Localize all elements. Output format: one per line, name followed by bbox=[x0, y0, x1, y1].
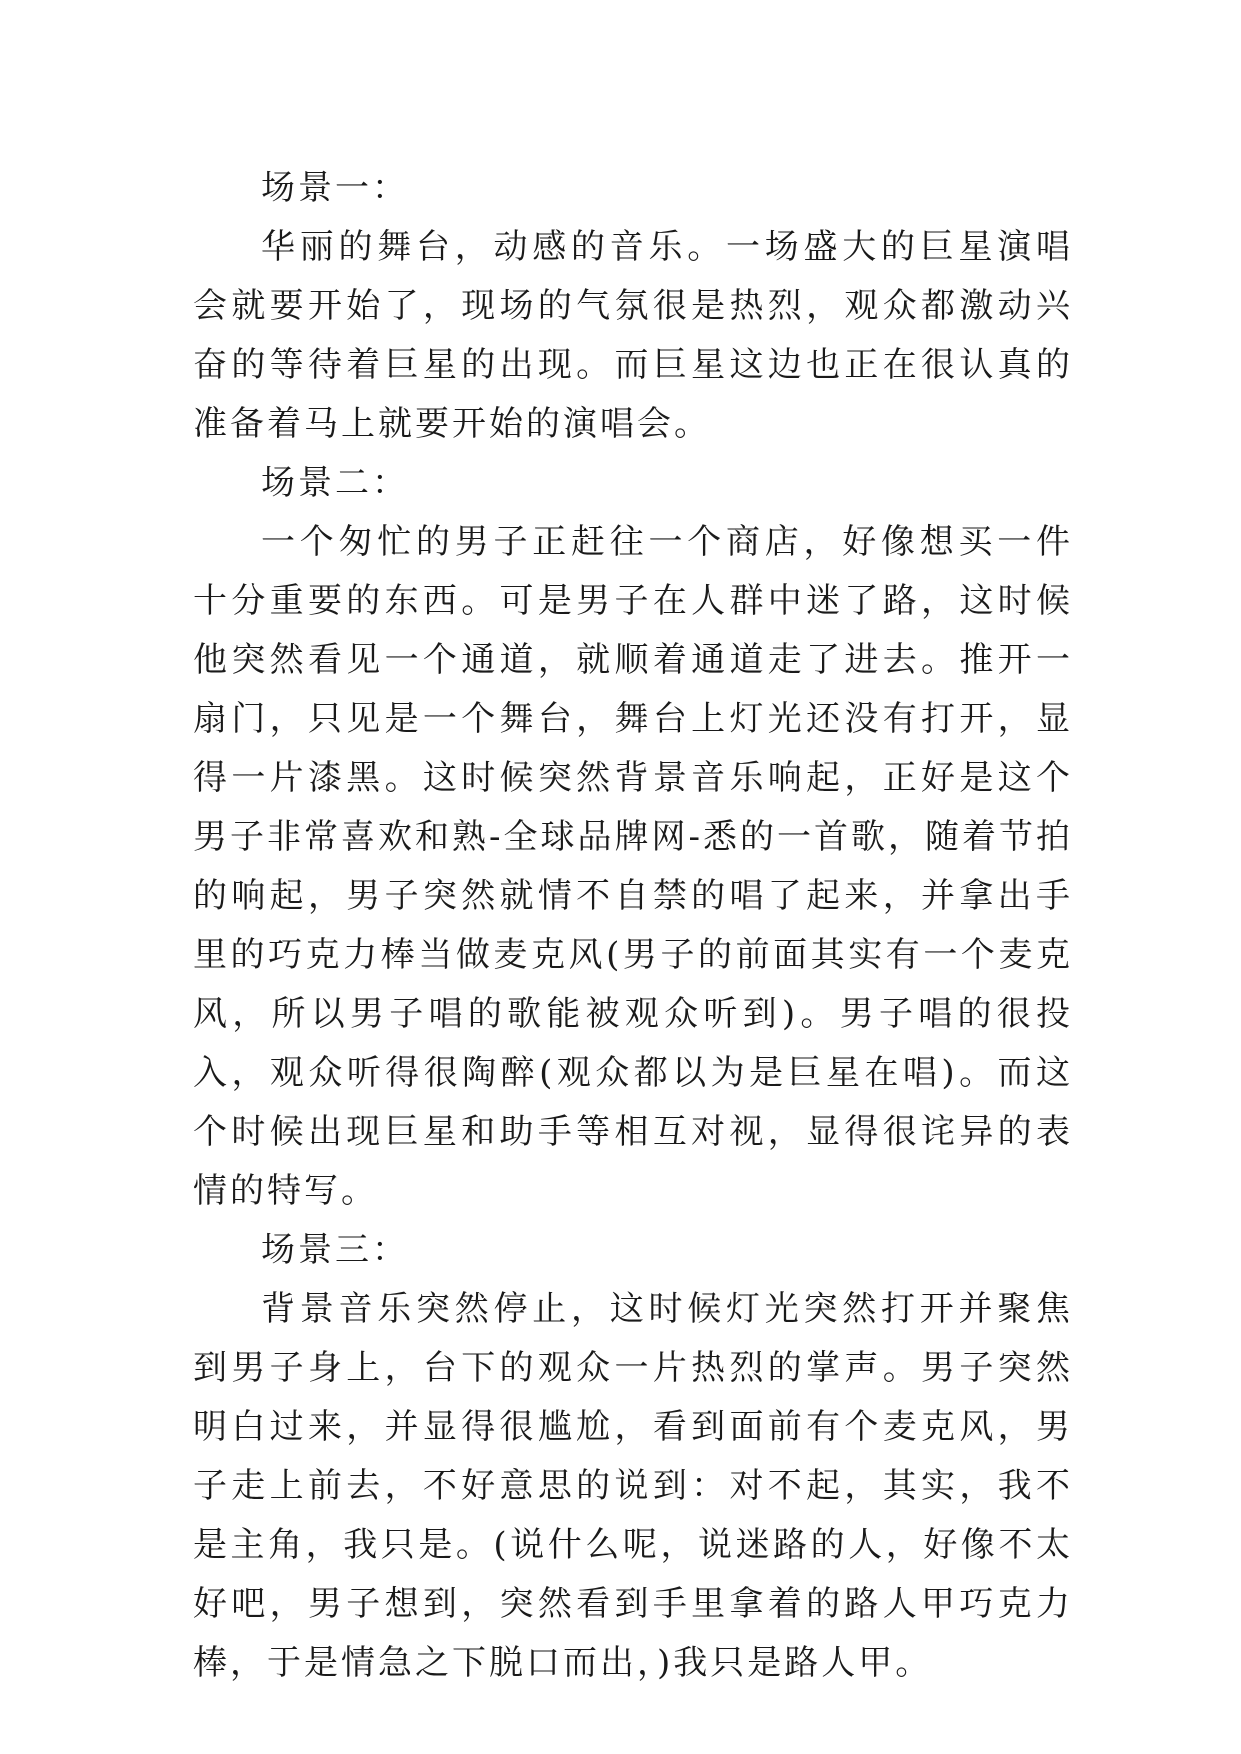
scene-three-heading: 场景三： bbox=[261, 1230, 409, 1270]
scene-two-paragraph: 一个匆忙的男子正赶往一个商店，好像想买一件十分重要的东西。可是男子在人群中迷了路，这时候他突然看见一个通道，就顺着通道走了进去。推开一扇门，只见是一个舞台，舞台上灯光还没有打开，显得一片漆黑。这时候突然背景音乐响起，正好是这个男子非常喜欢和熟-全球品牌网-悉的一首歌，随着节拍的响起，男子突然就情不自禁的唱了起来，并拿出手里的巧克力棒当做麦克风(男子的前面其实有一个麦克风，所以男子唱的歌能被观众听到)。男子唱的很投入，观众听得很陶醉(观众都以为是巨星在唱)。而这个时候出现巨星和助手等相互对视，显得很诧异的表情的特写。 bbox=[193, 522, 1073, 1211]
scene-three-paragraph: 背景音乐突然停止，这时候灯光突然打开并聚焦到男子身上，台下的观众一片热烈的掌声。男子突然明白过来，并显得很尴尬，看到面前有个麦克风，男子走上前去，不好意思的说到：对不起，其实，我不是主角，我只是。(说什么呢，说迷路的人，好像不太好吧，男子想到，突然看到手里拿着的路人甲巧克力棒，于是情急之下脱口而出，)我只是路人甲。 bbox=[193, 1289, 1073, 1683]
scene-one-heading: 场景一： bbox=[261, 168, 409, 208]
scene-one-paragraph: 华丽的舞台，动感的音乐。一场盛大的巨星演唱会就要开始了，现场的气氛很是热烈，观众都激动兴奋的等待着巨星的出现。而巨星这边也正在很认真的准备着马上就要开始的演唱会。 bbox=[193, 227, 1073, 444]
scene-two-heading: 场景二： bbox=[261, 463, 409, 503]
document-body bbox=[193, 159, 1073, 1693]
